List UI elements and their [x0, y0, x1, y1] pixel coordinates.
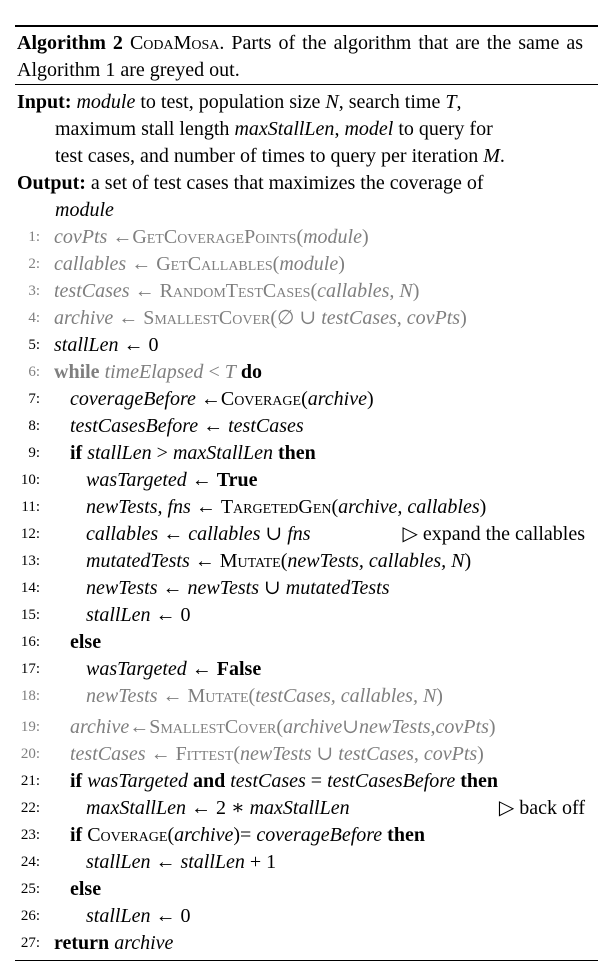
- top-rule: [15, 25, 598, 27]
- line-text: else: [70, 878, 102, 900]
- line-text: testCasesBefore ← testCases: [70, 415, 304, 437]
- line-number: 20:: [20, 746, 40, 762]
- line-text: archive ← SmallestCover(∅ ∪ testCases, covPts): [54, 307, 467, 329]
- algo-line-4: [0, 305, 613, 332]
- algo-line-15: [0, 602, 613, 629]
- algo-line-14: [0, 575, 613, 602]
- line-number: 7:: [28, 391, 40, 407]
- line-number: 5:: [28, 337, 40, 353]
- line-text: if stallLen > maxStallLen then: [70, 442, 316, 464]
- algo-line-7: [0, 386, 613, 413]
- output-line-2: module: [55, 199, 114, 221]
- algo-line-18: [0, 683, 613, 710]
- algo-line-5: [0, 332, 613, 359]
- algo-line-13: [0, 548, 613, 575]
- line-text: stallLen ← stallLen + 1: [86, 851, 277, 873]
- algo-line-21: [0, 768, 613, 795]
- output-line-1: a set of test cases that maximizes the coverage of: [90, 172, 484, 194]
- algo-line-22: [0, 795, 613, 822]
- line-number: 3:: [28, 283, 40, 299]
- line-number: 23:: [20, 827, 40, 843]
- algo-line-9: [0, 440, 613, 467]
- input-block: [17, 89, 585, 170]
- line-number: 2:: [28, 256, 40, 272]
- line-text: if wasTargeted and testCases = testCasesBefore then: [70, 770, 498, 792]
- output-keyword: Output:: [17, 172, 86, 194]
- algorithm-caption: [17, 30, 583, 84]
- input-keyword: Input:: [17, 91, 72, 113]
- algo-line-20: [0, 741, 613, 768]
- algo-line-1: [0, 224, 613, 251]
- line-number: 13:: [20, 553, 40, 569]
- algo-line-26: [0, 903, 613, 930]
- line-number: 6:: [28, 364, 40, 380]
- algo-line-25: [0, 876, 613, 903]
- line-text: maxStallLen ← 2 ∗ maxStallLen: [86, 797, 350, 819]
- line-number: 10:: [20, 472, 40, 488]
- line-number: 8:: [28, 418, 40, 434]
- line-comment: ▷ expand the callables: [402, 523, 585, 545]
- caption-text: . Parts of the algorithm that are the same as Algorithm 1 are greyed out.: [17, 32, 584, 81]
- algo-line-19: [0, 714, 613, 741]
- bottom-rule: [15, 960, 598, 961]
- line-text: newTests, fns ← TargetedGen(archive, callables): [86, 496, 487, 518]
- line-text: mutatedTests ← Mutate(newTests, callables, N): [86, 550, 472, 572]
- input-line-1: module to test, population size N, search time T,: [76, 91, 462, 113]
- line-text: callables ← GetCallables(module): [54, 253, 345, 275]
- caption-label: Algorithm 2: [17, 32, 123, 54]
- line-number: 14:: [20, 580, 40, 596]
- line-text: return archive: [54, 932, 174, 954]
- line-number: 24:: [20, 854, 40, 870]
- algo-line-11: [0, 494, 613, 521]
- line-number: 4:: [28, 310, 40, 326]
- line-text: else: [70, 631, 102, 653]
- line-number: 15:: [20, 607, 40, 623]
- line-text: newTests ← newTests ∪ mutatedTests: [86, 577, 390, 599]
- caption-name: CodaMosa: [129, 32, 220, 54]
- input-line-3: test cases, and number of times to query per iteration M.: [55, 145, 505, 167]
- line-comment: ▷ back off: [498, 797, 585, 819]
- line-number: 17:: [20, 661, 40, 677]
- algo-line-16: [0, 629, 613, 656]
- algo-line-2: [0, 251, 613, 278]
- line-number: 16:: [20, 634, 40, 650]
- line-number: 18:: [20, 688, 40, 704]
- line-text: archive←SmallestCover(archive∪newTests,covPts): [70, 716, 496, 738]
- line-text: coverageBefore ←Coverage(archive): [70, 388, 374, 410]
- line-text: newTests ← Mutate(testCases, callables, N): [86, 685, 443, 707]
- line-number: 22:: [20, 800, 40, 816]
- line-text: wasTargeted ← True: [86, 469, 258, 491]
- line-text: covPts ←GetCoveragePoints(module): [54, 226, 369, 248]
- line-text: testCases ← RandomTestCases(callables, N): [54, 280, 420, 302]
- line-text: wasTargeted ← False: [86, 658, 262, 680]
- input-line-2: maximum stall length maxStallLen, model to query for: [55, 118, 493, 140]
- algo-line-24: [0, 849, 613, 876]
- algo-line-12: [0, 521, 613, 548]
- line-number: 1:: [28, 229, 40, 245]
- line-number: 27:: [20, 935, 40, 951]
- algo-line-6: [0, 359, 613, 386]
- mid-rule: [15, 84, 598, 85]
- line-number: 12:: [20, 526, 40, 542]
- algo-line-10: [0, 467, 613, 494]
- algo-line-8: [0, 413, 613, 440]
- line-number: 19:: [20, 719, 40, 735]
- line-text: testCases ← Fittest(newTests ∪ testCases, covPts): [70, 743, 484, 765]
- algo-line-23: [0, 822, 613, 849]
- algo-line-27: [0, 930, 613, 957]
- line-number: 25:: [20, 881, 40, 897]
- line-text: stallLen ← 0: [54, 334, 159, 356]
- algo-line-3: [0, 278, 613, 305]
- line-text: if Coverage(archive)= coverageBefore then: [70, 824, 425, 846]
- line-text: callables ← callables ∪ fns: [86, 523, 311, 545]
- line-number: 21:: [20, 773, 40, 789]
- line-text: stallLen ← 0: [86, 905, 191, 927]
- line-number: 9:: [28, 445, 40, 461]
- output-block: [17, 170, 585, 224]
- line-number: 26:: [20, 908, 40, 924]
- line-text: stallLen ← 0: [86, 604, 191, 626]
- line-number: 11:: [21, 499, 40, 515]
- line-text: while timeElapsed < T do: [54, 361, 262, 383]
- algo-line-17: [0, 656, 613, 683]
